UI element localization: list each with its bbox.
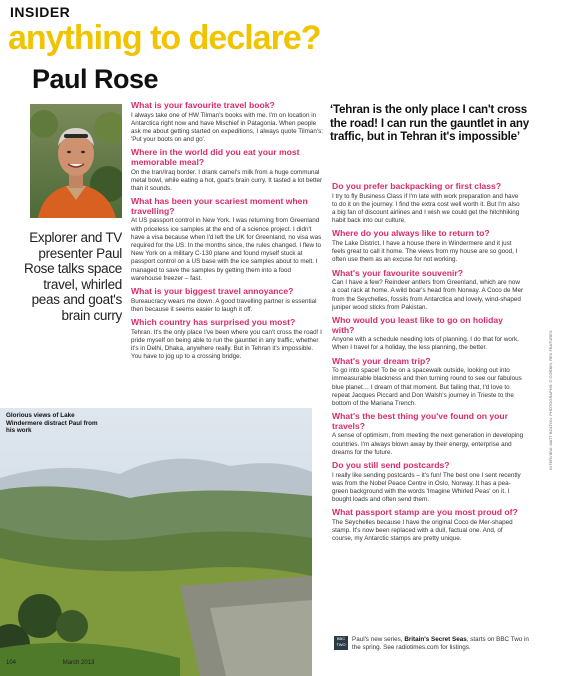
answer: I really like sending postcards – it's fun! The best one I sent recently was from the Nobel Peace Centre in Oslo, Norway. It has a pea-green background with the words 'Imagine Whirled Peas' on it. I bought loads and often send them. bbox=[332, 471, 521, 504]
qa-item bbox=[332, 412, 524, 457]
question: What is your favourite travel book? bbox=[131, 100, 275, 110]
qa-item bbox=[332, 461, 524, 504]
answer: Can I have a few? Reindeer antlers from Greenland, which are now a coat rack at home. A wild boar's head from Norway. A Coco de Mer from the Seychelles, fossils from Antarctica and lovely, wind-shaped juniper wood sticks from Pakistan. bbox=[332, 279, 524, 311]
question: Which country has surprised you most? bbox=[131, 317, 296, 328]
qa-item bbox=[332, 316, 524, 353]
question: What's your favourite souvenir? bbox=[332, 267, 463, 278]
answer: The Lake District. I have a house there in Windermere and it just feels great to call it home. The views from my house are so good, I often use them as an excuse for not working. bbox=[332, 240, 518, 264]
series-title: Britain's Secret Seas bbox=[404, 636, 467, 643]
programme-promo bbox=[334, 636, 534, 652]
qa-item bbox=[131, 101, 323, 144]
headline: anything to declare? bbox=[8, 19, 321, 57]
answer: A sense of optimism, from meeting the next generation in developing countries. I'm always blown away by their energy, enterprise and dreams for the future. bbox=[332, 432, 524, 456]
qa-item bbox=[131, 318, 323, 361]
page-number: 104 bbox=[6, 660, 17, 666]
question: What is your biggest travel annoyance? bbox=[131, 286, 294, 297]
answer: I always take one of HW Tilman's books with me. I'm on location in Antarctica right now and have Mischief in Patagonia. When people ask me about getting started on expeditions, I always quote Tilman's: 'Put your boots on and go'. bbox=[131, 111, 323, 144]
pull-quote: ‘Tehran is the only place I can't cross the road! I can run the gauntlet in any traffic, but in Tehran it's impossible’ bbox=[330, 103, 529, 144]
answer: Bureaucracy wears me down. A good travelling partner is essential then because it seems easier to laugh it off. bbox=[131, 297, 317, 313]
question: What's the best thing you've found on your travels? bbox=[332, 411, 508, 431]
question: Do you prefer backpacking or first class? bbox=[332, 181, 502, 191]
bbc-two-logo: BBC TWO bbox=[334, 636, 348, 650]
promo-text-pre: Paul's new series, bbox=[352, 636, 405, 643]
promo-text bbox=[352, 636, 534, 652]
qa-item bbox=[332, 182, 524, 225]
qa-item bbox=[332, 508, 524, 543]
answer: Anyone with a schedule needing lots of planning. I do that for work. When I travel for a holiday, the less planning, the better. bbox=[332, 336, 519, 352]
question: What passport stamp are you most proud of? bbox=[332, 507, 518, 518]
intro-standfirst: Explorer and TV presenter Paul Rose talks space travel, whirled peas and goat's brain curry bbox=[24, 230, 122, 323]
page-footer bbox=[6, 660, 94, 666]
qa-item bbox=[131, 148, 323, 193]
photo-caption: Glorious views of Lake Windermere distract Paul from his work bbox=[6, 412, 98, 434]
qa-item bbox=[332, 229, 524, 264]
section-kicker: INSIDER bbox=[10, 4, 71, 20]
qa-item bbox=[332, 269, 524, 312]
answer: Tehran. It's the only place I've been where you can't cross the road! I pride myself on being able to run the gauntlet in any traffic, whether it's in Delhi, Dhaka, anywhere really. But in Tehran it's impossible. You have to jog up to a crossing bridge. bbox=[131, 328, 322, 361]
question: Where in the world did you eat your most memorable meal? bbox=[131, 147, 300, 167]
photo-credits: INTERVIEW: MATT BOLTON. PHOTOGRAPHS: © CORBIS; REX FEATURES bbox=[548, 330, 553, 470]
promo-text-post: , starts on BBC Two in the spring. See radiotimes.com for listings. bbox=[352, 636, 529, 651]
answer: On the Iran/Iraq border. I drank camel's milk from a huge communal metal bowl, while eating a hot, goat's brain curry. It tasted a lot better than it sounds. bbox=[131, 168, 323, 192]
answer: To go into space! To be on a spacewalk outside, looking out into immeasurable blackness and then turning round to see our fabulous blue planet… I dream of that moment. But failing that, I'd love to repeat Jacques Piccard and Don Walsh's journey in Trieste to the bottom of the Mariana Trench. bbox=[332, 367, 522, 408]
question: Who would you least like to go on holiday with? bbox=[332, 315, 503, 335]
lake-windermere-photo bbox=[0, 408, 312, 676]
interviewee-name: Paul Rose bbox=[32, 64, 159, 94]
qa-item bbox=[131, 287, 323, 314]
answer: I try to fly Business Class if I'm late with work preparation and have to do it on the journey. I find the extra cost well worth it. But I'm also a big fan of discount airlines and I wish we could get the hitchhiking habit back into our culture. bbox=[332, 192, 520, 225]
qa-item bbox=[131, 197, 323, 283]
question: What's your dream trip? bbox=[332, 355, 431, 366]
qa-column-right bbox=[332, 182, 524, 548]
question: Where do you always like to return to? bbox=[332, 228, 490, 239]
portrait-photo bbox=[30, 104, 122, 218]
question: What has been your scariest moment when travelling? bbox=[131, 196, 308, 216]
answer: At US passport control in New York. I was returning from Greenland with priceless ice samples at the end of a science project. I didn't have a visa because when I'd left the UK for Greenland, no visa was required for the US. In the months since, the rules changed. I flew to New York on a military C-130 plane and found myself stuck at passport control on a US base with the ice samples about to melt. I managed to save the samples by getting them into a food warehouse freezer – fast. bbox=[131, 217, 322, 282]
qa-item bbox=[332, 357, 524, 409]
issue-date: March 2013 bbox=[62, 660, 95, 666]
answer: The Seychelles because I have the original Coco de Mer-shaped stamp. It's now been replaced with a dull, factual one. And, of course, my Antarctic stamps are pretty unique. bbox=[332, 519, 513, 543]
question: Do you still send postcards? bbox=[332, 460, 450, 471]
qa-column-left bbox=[131, 101, 323, 365]
